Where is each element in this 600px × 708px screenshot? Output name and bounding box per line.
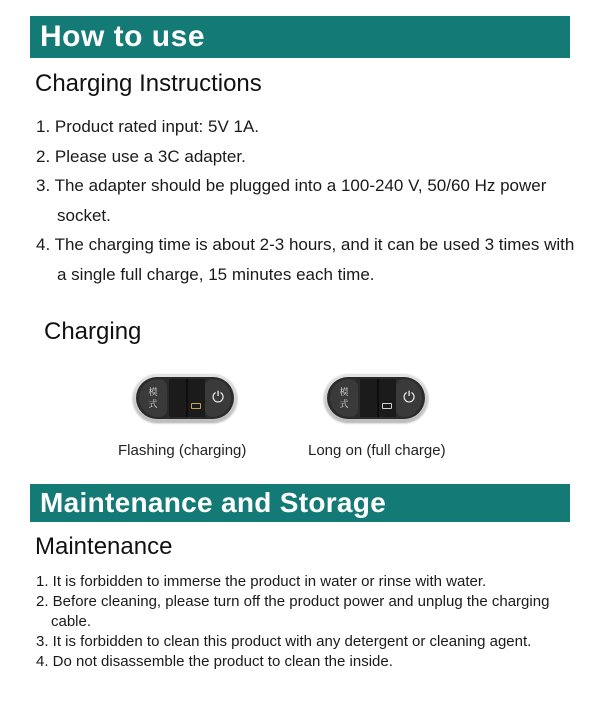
control-panel-full-charge — [324, 374, 428, 422]
panel-divider — [186, 379, 188, 417]
caption-full-charge: Long on (full charge) — [308, 442, 446, 459]
charging-instructions-list — [36, 112, 576, 289]
battery-indicator-icon — [191, 403, 201, 409]
mode-label-char: 模 — [148, 387, 158, 397]
list-item: 4. Do not disassemble the product to clean the inside. — [36, 653, 393, 670]
list-item: 1. Product rated input: 5V 1A. — [36, 117, 260, 136]
battery-indicator-icon — [382, 403, 392, 409]
mode-button — [330, 379, 358, 417]
power-icon: ⏻ — [396, 379, 422, 417]
how-to-use-banner: How to use — [30, 16, 570, 58]
maintenance-storage-banner: Maintenance and Storage — [30, 484, 570, 522]
panel-divider — [377, 379, 379, 417]
maintenance-list — [36, 572, 576, 672]
mode-label-char: 式 — [148, 399, 158, 409]
list-item: 2. Please use a 3C adapter. — [36, 146, 246, 166]
power-icon: ⏻ — [205, 379, 231, 417]
caption-charging: Flashing (charging) — [118, 442, 247, 459]
list-item: 3. The adapter should be plugged into a 100-240 V, 50/60 Hz power socket. — [36, 176, 547, 225]
list-item: 2. Before cleaning, please turn off the product power and unplug the charging cable. — [36, 593, 550, 630]
list-item: 4. The charging time is about 2-3 hours, and it can be used 3 times with a single full charge, 15 minutes each time. — [36, 235, 575, 284]
list-item: 3. It is forbidden to clean this product with any detergent or cleaning agent. — [36, 633, 532, 650]
list-item: 1. It is forbidden to immerse the product in water or rinse with water. — [36, 573, 487, 590]
charging-heading: Charging — [44, 318, 142, 345]
charging-instructions-heading: Charging Instructions — [35, 70, 262, 97]
maintenance-heading: Maintenance — [35, 533, 173, 560]
control-panel-charging — [133, 374, 237, 422]
mode-button — [139, 379, 167, 417]
mode-label-char: 模 — [339, 387, 349, 397]
mode-label-char: 式 — [339, 399, 349, 409]
